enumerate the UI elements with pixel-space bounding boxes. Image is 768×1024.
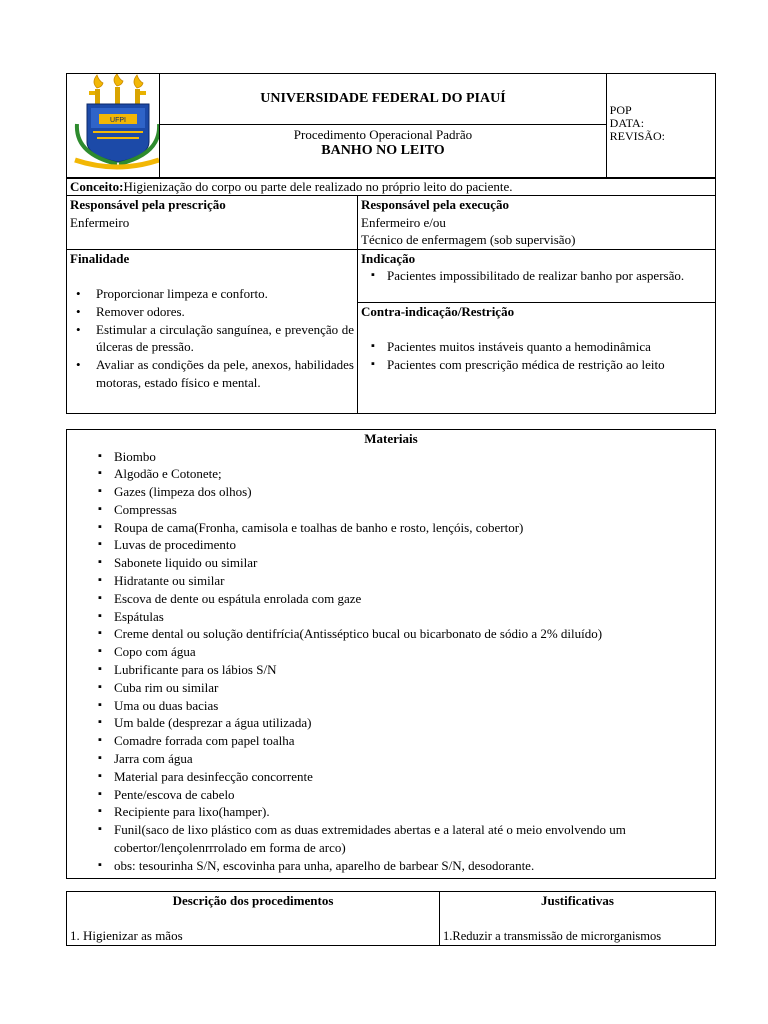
ufpi-logo [67,74,159,178]
list-item: ▪ Compressas [88,501,712,519]
list-item: ▪ Cuba rim ou similar [88,679,712,697]
list-item: ▪ Pacientes muitos instáveis quanto a hemodinâmica [361,338,712,356]
list-item: ▪ Uma ou duas bacias [88,697,712,715]
title-cell [160,74,606,179]
justificativas-col [440,892,716,946]
finalidade-cell [67,249,358,413]
list-item: ▪ Funil(saco de lixo plástico com as duas extremidades abertas e a lateral até o meio envolvendo um cobertor/lençolenrrrolado em forma de arco) [88,821,712,857]
university-name: UNIVERSIDADE FEDERAL DO PIAUÍ [260,91,506,106]
list-item: ▪ Lubrificante para os lábios S/N [88,661,712,679]
procedure-title: BANHO NO LEITO [321,143,445,158]
list-item: ▪ Pacientes com prescrição médica de restrição ao leito [361,356,712,374]
execucao-label: Responsável pela execução [361,197,510,212]
logo-lettering: UFPI [110,117,126,124]
prescricao-value: Enfermeiro [70,214,130,230]
header-table [66,73,716,179]
meta-cell [606,74,715,179]
list-item: • Estimular a circulação sanguínea, e prevenção de úlceras de pressão. [70,321,354,357]
execucao-line2: Técnico de enfermagem (sob supervisão) [361,232,576,247]
materiais-list [88,448,712,875]
contra-list [361,338,712,374]
prescricao-cell [67,196,358,250]
finalidade-list [70,285,354,392]
logo-cell [67,74,160,179]
list-item: ▪ Comadre forrada com papel toalha [88,732,712,750]
list-item: ▪ Roupa de cama(Fronha, camisola e toalhas de banho e rosto, lençóis, cobertor) [88,519,712,537]
procedimentos-col [67,892,440,946]
list-item: ▪ Recipiente para lixo(hamper). [88,803,712,821]
conceito-text: Higienização do corpo ou parte dele realizado no próprio leito do paciente. [123,179,513,194]
list-item: ▪ Pente/escova de cabelo [88,786,712,804]
justificativa-text: 1.Reduzir a transmissão de microrganismos [443,929,662,943]
list-item: ▪ Creme dental ou solução dentifrícia(Antisséptico bucal ou bicarbonato de sódio a 2% diluído) [88,625,712,643]
prescricao-label: Responsável pela prescrição [70,197,226,212]
list-item: ▪ Um balde (desprezar a água utilizada) [88,714,712,732]
list-item: ▪ Material para desinfecção concorrente [88,768,712,786]
conceito-row [67,178,716,196]
indicacao-list [361,267,712,285]
finalidade-label: Finalidade [70,250,130,266]
indicacao-label: Indicação [361,250,416,266]
justificativas-header: Justificativas [541,893,614,908]
execucao-line1: Enfermeiro e/ou [361,214,446,230]
list-item: ▪ Algodão e Cotonete; [88,465,712,483]
list-item: ▪ Hidratante ou similar [88,572,712,590]
doc-type: Procedimento Operacional Padrão [293,127,473,142]
procedimento-step: 1. Higienizar as mãos [70,928,183,943]
list-item: ▪ Gazes (limpeza dos olhos) [88,483,712,501]
info-table [66,177,716,414]
list-item: ▪ Jarra com água [88,750,712,768]
list-item: ▪ Escova de dente ou espátula enrolada com gaze [88,590,712,608]
list-item: • Proporcionar limpeza e conforto. [70,285,354,303]
materiais-cell [67,430,716,879]
data-label: DATA: [609,116,645,130]
execucao-cell [358,196,716,250]
list-item: ▪ Copo com água [88,643,712,661]
list-item: • Avaliar as condições da pele, anexos, habilidades motoras, estado físico e mental. [70,356,354,392]
procedimentos-header: Descrição dos procedimentos [172,893,334,908]
list-item: ▪ Sabonete liquido ou similar [88,554,712,572]
list-item: ▪ Espátulas [88,608,712,626]
indicacao-contra-cell [358,249,716,413]
materiais-table [66,429,716,879]
conceito-label: Conceito: [70,179,124,194]
materiais-label: Materiais [364,431,418,446]
list-item: ▪ Luvas de procedimento [88,536,712,554]
list-item: ▪ Biombo [88,448,712,466]
procedimentos-table [66,891,716,946]
pop-label: POP [609,103,632,117]
list-item: • Remover odores. [70,303,354,321]
list-item: ▪ obs: tesourinha S/N, escovinha para unha, aparelho de barbear S/N, desodorante. [88,857,712,875]
revisao-label: REVISÃO: [609,129,665,143]
list-item: ▪ Pacientes impossibilitado de realizar banho por aspersão. [361,267,710,285]
contra-label: Contra-indicação/Restrição [361,303,515,319]
